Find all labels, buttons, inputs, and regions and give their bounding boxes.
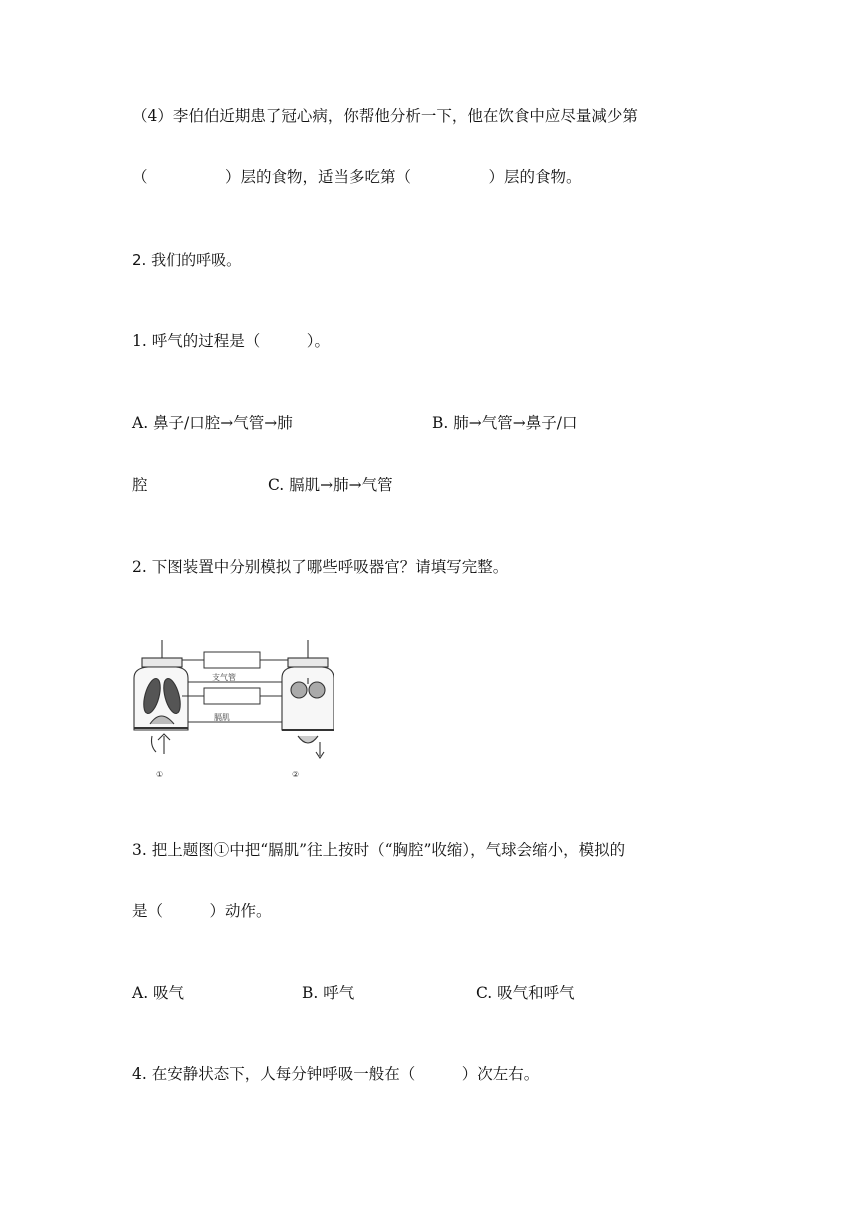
section-2-title: 2. 我们的呼吸。 (132, 251, 242, 269)
sub1-option-c: C. 膈肌→肺→气管 (268, 476, 393, 494)
sub1-option-b-continued: 腔 (132, 476, 148, 494)
sub3-option-c: C. 吸气和呼气 (476, 984, 575, 1002)
jar-2 (282, 640, 334, 758)
sub1-question: 1. 呼气的过程是（ ）。 (132, 332, 330, 350)
jar-1 (134, 640, 188, 754)
sub3-option-b: B. 呼气 (302, 984, 355, 1002)
sub3-line-2: 是（ ）动作。 (132, 902, 272, 920)
q4-line-2: （ ）层的食物，适当多吃第（ ）层的食物。 (132, 168, 582, 186)
sub3-line-1: 3. 把上题图①中把“膈肌”往上按时（“胸腔”收缩），气球会缩小，模拟的 (132, 841, 626, 859)
diaphragm-label: 膈肌 (214, 713, 230, 722)
figure-label-1: ① (156, 770, 164, 779)
blank-box-middle (204, 688, 260, 704)
breathing-model-diagram (128, 638, 334, 784)
sub1-option-a: A. 鼻子/口腔→气管→肺 (132, 414, 293, 432)
breathing-model-figure (128, 638, 334, 784)
figure-label-2: ② (292, 770, 300, 779)
q4-line-1: （4）李伯伯近期患了冠心病，你帮他分析一下，他在饮食中应尽量减少第 (132, 107, 638, 125)
sub4-question: 4. 在安静状态下，人每分钟呼吸一般在（ ）次左右。 (132, 1065, 540, 1083)
sub1-option-b: B. 肺→气管→鼻子/口 (432, 414, 578, 432)
sub3-option-a: A. 吸气 (132, 984, 185, 1002)
sub2-question: 2. 下图装置中分别模拟了哪些呼吸器官？请填写完整。 (132, 558, 509, 576)
trachea-label: 支气管 (212, 673, 236, 682)
blank-box-top (204, 652, 260, 668)
